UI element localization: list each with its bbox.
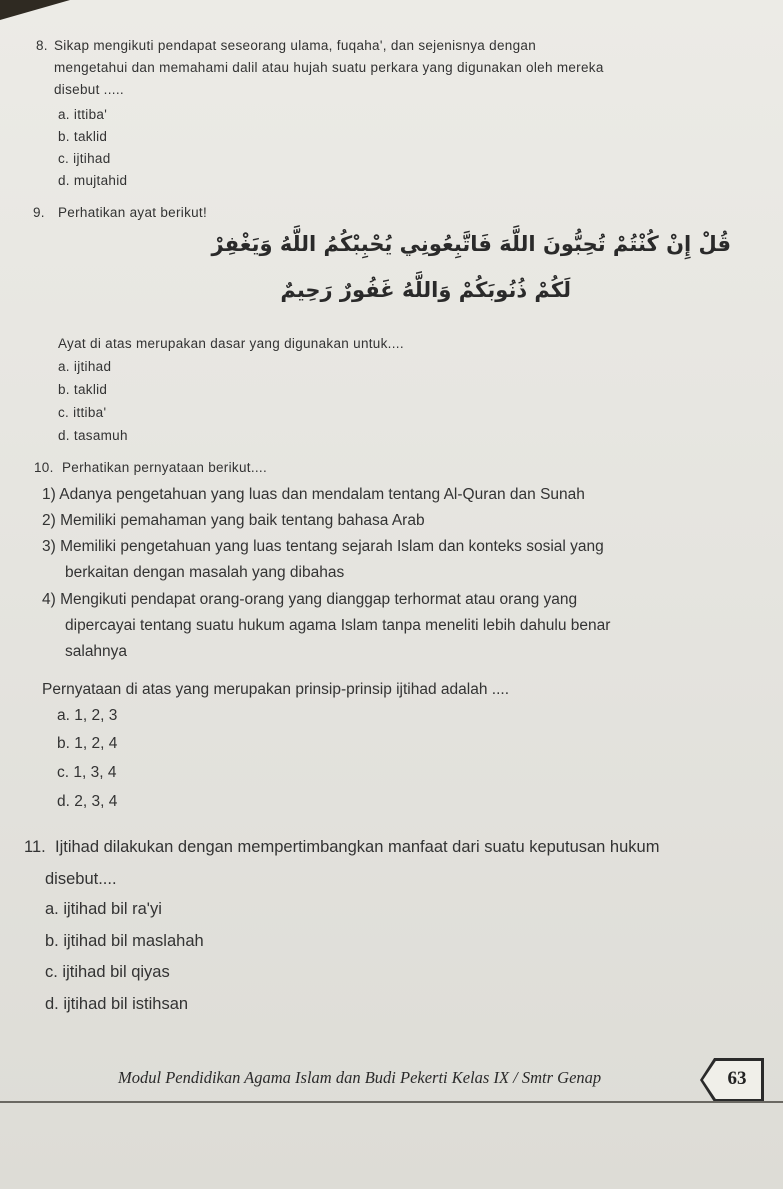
q11-option-b: b. ijtihad bil maslahah: [45, 932, 204, 950]
q11-option-c: c. ijtihad bil qiyas: [45, 963, 170, 981]
q10-statement-4: 4) Mengikuti pendapat orang-orang yang dianggap terhormat atau orang yang: [42, 591, 578, 608]
q11-line-1: Ijtihad dilakukan dengan mempertimbangkan manfaat dari suatu keputusan hukum: [55, 838, 660, 856]
q10-statement-4-cont: dipercayai tentang suatu hukum agama Islam tanpa meneliti lebih dahulu benar: [65, 617, 611, 634]
q9-number: 9.: [33, 205, 45, 220]
q8-option-c: c. ijtihad: [58, 151, 111, 166]
footer-rule: [0, 1101, 783, 1103]
q10-prompt: Perhatikan pernyataan berikut....: [62, 460, 268, 475]
q8-line-3: disebut .....: [54, 82, 124, 97]
q8-number: 8.: [36, 38, 48, 53]
q10-statement-2: 2) Memiliki pemahaman yang baik tentang bahasa Arab: [42, 512, 425, 529]
q10-question: Pernyataan di atas yang merupakan prinsip-prinsip ijtihad adalah ....: [42, 681, 509, 698]
q10-number: 10.: [34, 460, 54, 475]
q11-number: 11.: [24, 838, 46, 856]
q9-option-a: a. ijtihad: [58, 359, 112, 374]
q9-prompt: Perhatikan ayat berikut!: [58, 205, 208, 220]
q8-option-b: b. taklid: [58, 129, 108, 144]
q8-option-a: a. ittiba': [58, 107, 108, 122]
q9-arabic-line-1: قُلْ إِنْ كُنْتُمْ تُحِبُّونَ اللَّهَ فَاتَّبِعُونِي يُحْبِبْكُمُ اللَّهُ وَيَغْفِرْ: [211, 232, 731, 256]
page-number: 63: [727, 1068, 747, 1089]
q11-option-d: d. ijtihad bil istihsan: [45, 995, 189, 1013]
q9-arabic-line-2: لَكُمْ ذُنُوبَكُمْ وَاللَّهُ غَفُورٌ رَحِيمٌ: [280, 278, 571, 302]
q10-statement-3-cont: berkaitan dengan masalah yang dibahas: [65, 564, 345, 581]
q9-option-b: b. taklid: [58, 382, 108, 397]
q8-line-2: mengetahui dan memahami dalil atau hujah suatu perkara yang digunakan oleh mereka: [54, 60, 604, 75]
q10-statement-1: 1) Adanya pengetahuan yang luas dan mendalam tentang Al-Quran dan Sunah: [42, 486, 585, 503]
q10-option-a: a. 1, 2, 3: [57, 707, 118, 724]
footer-title: Modul Pendidikan Agama Islam dan Budi Pekerti Kelas IX / Smtr Genap: [118, 1068, 602, 1087]
q8-line-1: Sikap mengikuti pendapat seseorang ulama, fuqaha', dan sejenisnya dengan: [54, 38, 537, 53]
q10-statement-3: 3) Memiliki pengetahuan yang luas tentang sejarah Islam dan konteks sosial yang: [42, 538, 604, 555]
q9-question: Ayat di atas merupakan dasar yang digunakan untuk....: [58, 336, 404, 351]
q11-option-a: a. ijtihad bil ra'yi: [45, 900, 162, 918]
q9-option-d: d. tasamuh: [58, 428, 128, 443]
q10-statement-4-cont-2: salahnya: [65, 643, 128, 660]
q10-option-d: d. 2, 3, 4: [57, 793, 118, 810]
q9-option-c: c. ittiba': [58, 405, 107, 420]
q8-option-d: d. mujtahid: [58, 173, 128, 188]
page-corner-shadow: [0, 0, 70, 20]
q11-line-2: disebut....: [45, 870, 117, 888]
q10-option-b: b. 1, 2, 4: [57, 735, 118, 752]
q10-option-c: c. 1, 3, 4: [57, 764, 117, 781]
